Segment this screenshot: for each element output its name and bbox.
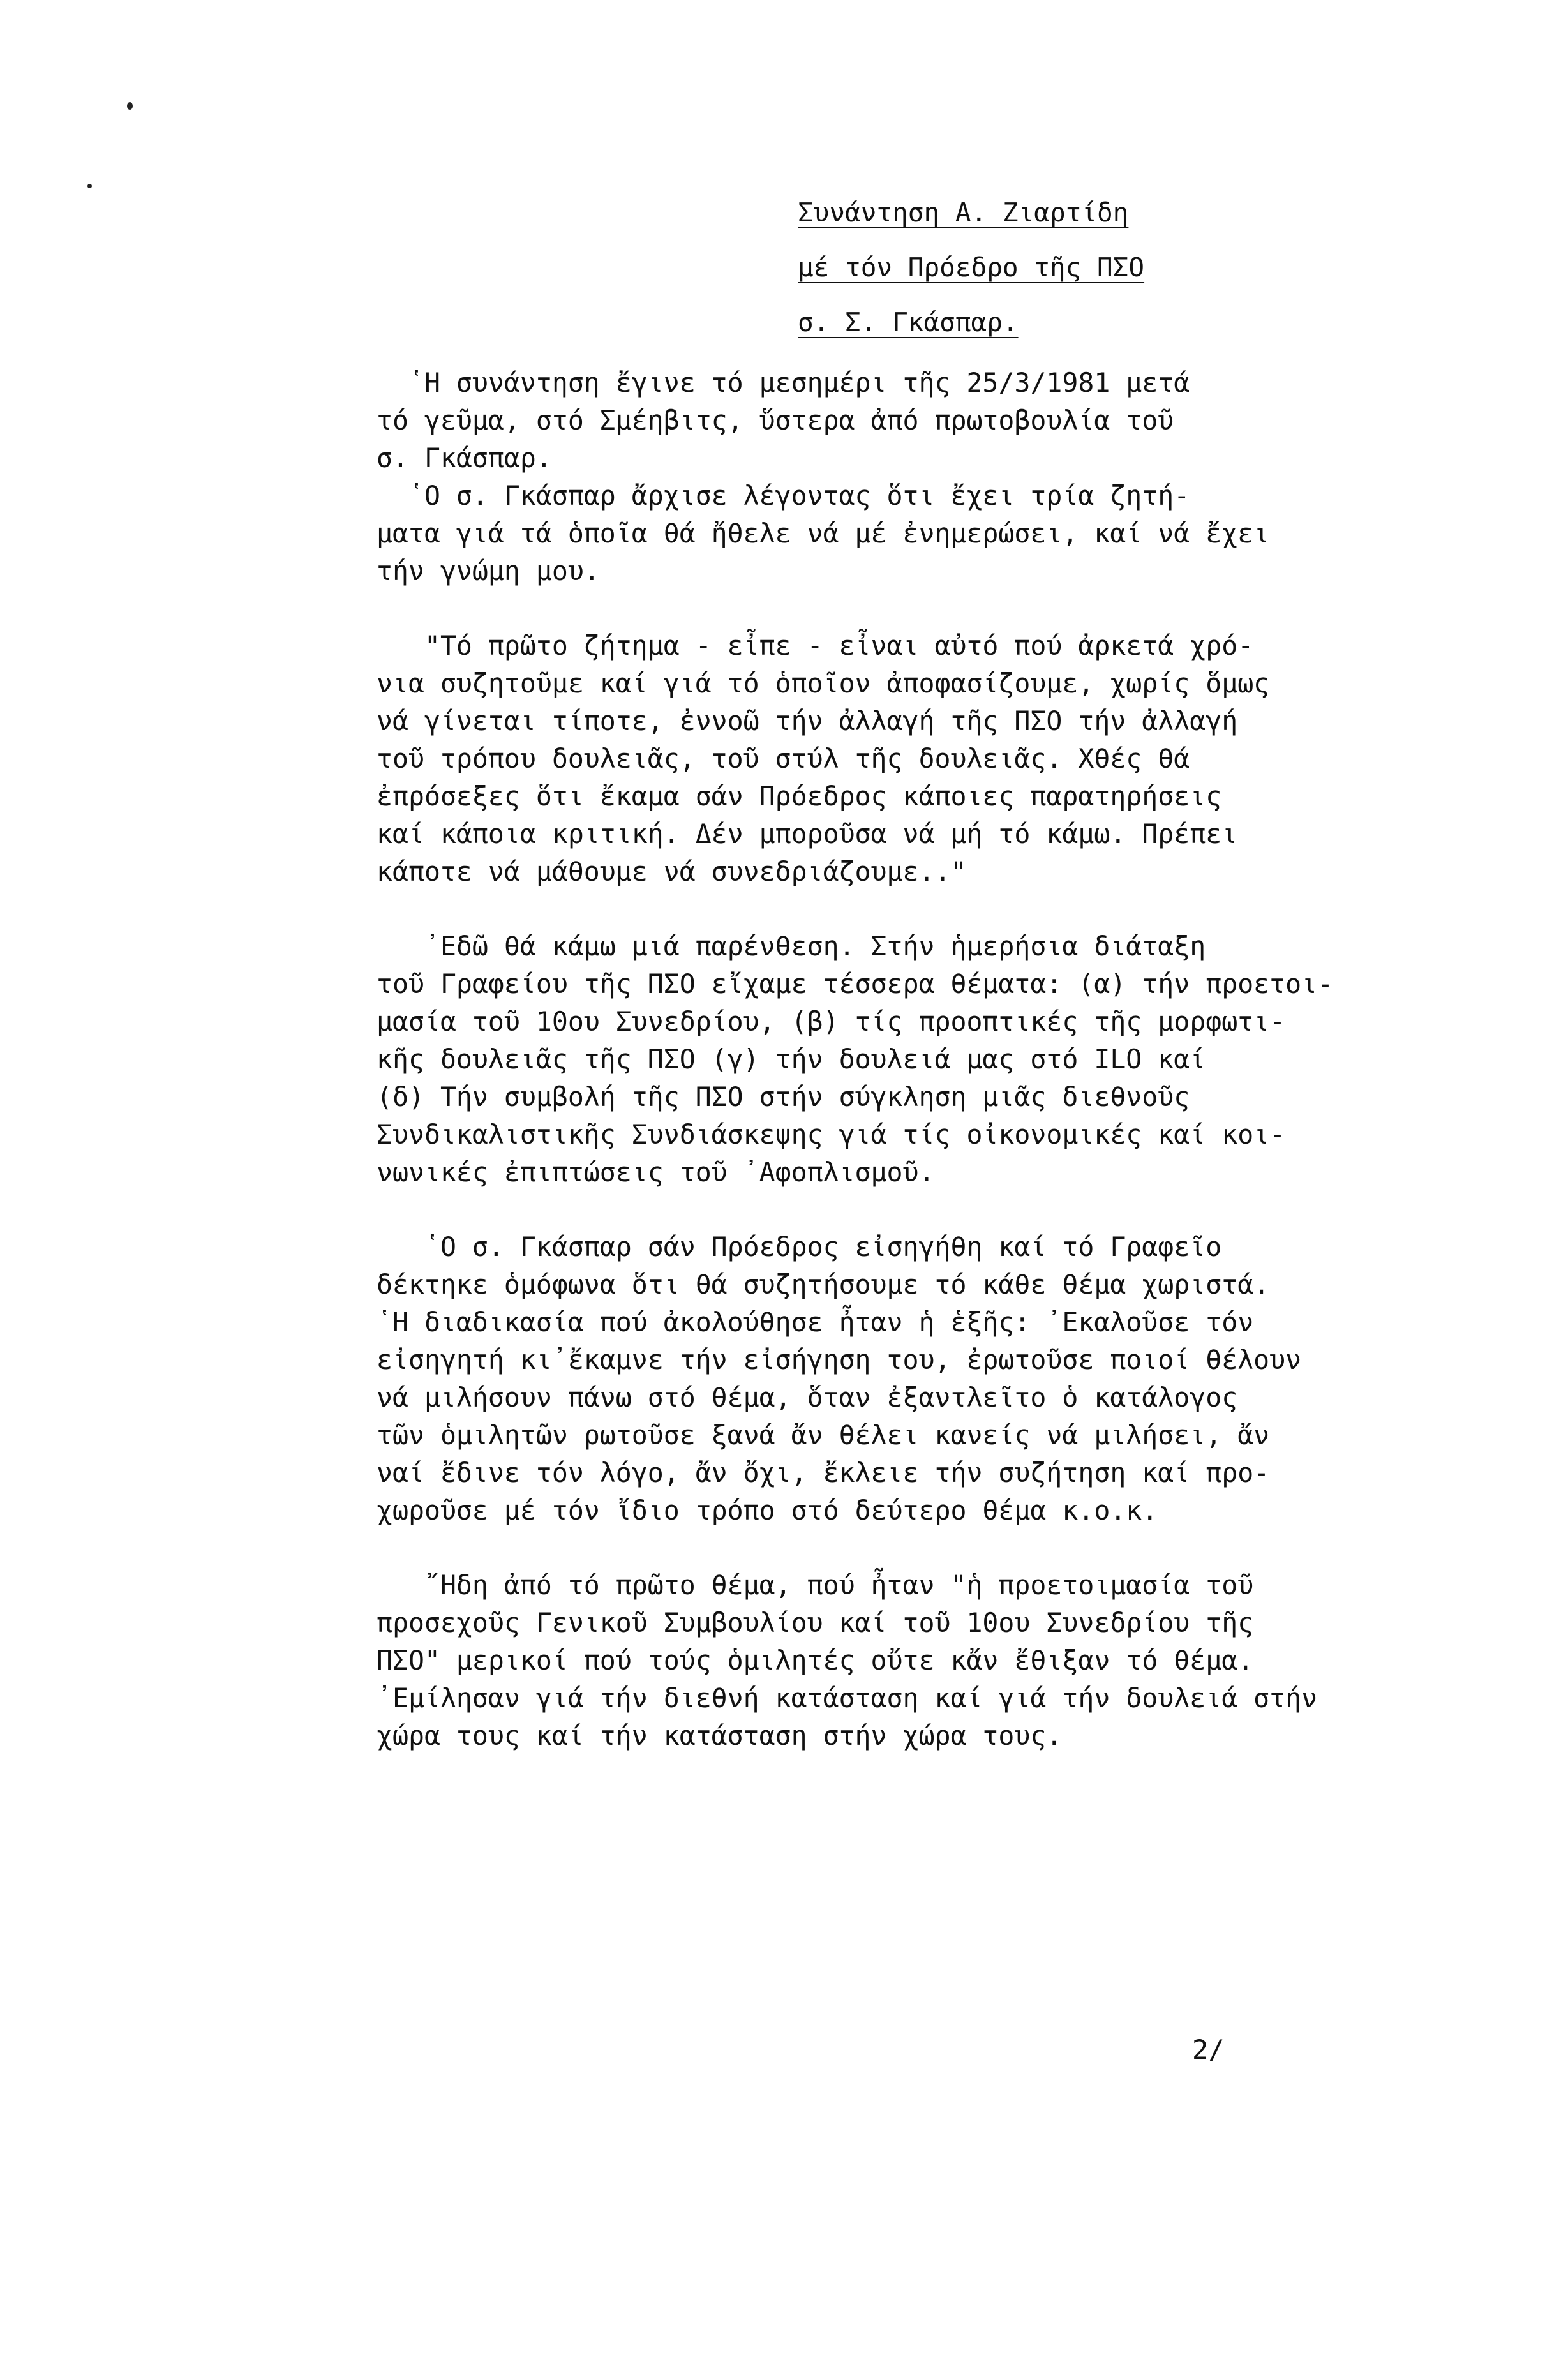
scan-speck — [87, 184, 92, 188]
paragraph — [377, 1566, 1500, 1754]
text-line: Συνδικαλιστικῆς Συνδιάσκεψης γιά τίς οἰκονομικές καί κοι- — [377, 1119, 1286, 1150]
paragraph — [377, 477, 1500, 590]
text-line: ματα γιά τά ὁποῖα θά ἤθελε νά μέ ἐνημερώσει, καί νά ἔχει — [377, 518, 1270, 549]
text-line: δέκτηκε ὁμόφωνα ὅτι θά συζητήσουμε τό κάθε θέμα χωριστά. — [377, 1269, 1270, 1300]
text-line: εἰσηγητή κι᾽ἔκαμνε τήν εἰσήγηση του, ἐρωτοῦσε ποιοί θέλουν — [377, 1344, 1302, 1375]
paragraph — [377, 1228, 1500, 1529]
paragraph — [377, 364, 1500, 477]
text-line: νά γίνεται τίποτε, ἐννοῶ τήν ἀλλαγή τῆς ΠΣΟ τήν ἀλλαγή — [377, 705, 1238, 736]
text-line: νια συζητοῦμε καί γιά τό ὁποῖον ἀποφασίζουμε, χωρίς ὅμως — [377, 668, 1270, 699]
paragraph — [377, 627, 1500, 890]
document-body — [377, 364, 1500, 1754]
text-line: τοῦ Γραφείου τῆς ΠΣΟ εἴχαμε τέσσερα θέματα: (α) τήν προετοι- — [377, 968, 1334, 999]
text-line: ναί ἔδινε τόν λόγο, ἄν ὄχι, ἔκλειε τήν συζήτηση καί προ- — [377, 1457, 1270, 1488]
text-line: ῾Η συνάντηση ἔγινε τό μεσημέρι τῆς 25/3/1981 μετά — [377, 367, 1190, 398]
text-line: προσεχοῦς Γενικοῦ Συμβουλίου καί τοῦ 10ου Συνεδρίου τῆς — [377, 1607, 1254, 1638]
document-title-block — [798, 185, 1283, 350]
title-line: μέ τόν Πρόεδρο τῆς ΠΣΟ — [798, 252, 1145, 283]
text-line: ἐπρόσεξες ὅτι ἔκαμα σάν Πρόεδρος κάποιες παρατηρήσεις — [377, 781, 1222, 812]
paragraph — [377, 927, 1500, 1191]
text-line: ῾Η διαδικασία πού ἀκολούθησε ἦταν ἡ ἑξῆς: ᾽Εκαλοῦσε τόν — [377, 1306, 1254, 1338]
page-number: 2/ — [1192, 2034, 1225, 2065]
text-line: ᾽Εμίλησαν γιά τήν διεθνή κατάσταση καί γιά τήν δουλειά στήν — [377, 1682, 1318, 1714]
paragraph-gap — [377, 590, 1500, 627]
text-line: "Τό πρῶτο ζήτημα - εἶπε - εἶναι αὐτό πού ἀρκετά χρό- — [377, 630, 1254, 661]
text-line: ᾽Εδῶ θά κάμω μιά παρένθεση. Στήν ἡμερήσια διάταξη — [377, 930, 1206, 962]
text-line: κῆς δουλειᾶς τῆς ΠΣΟ (γ) τήν δουλειά μας στό ILO καί — [377, 1043, 1206, 1075]
text-line: μασία τοῦ 10ου Συνεδρίου, (β) τίς προοπτικές τῆς μορφωτι- — [377, 1006, 1286, 1037]
text-line: ῾Ο σ. Γκάσπαρ σάν Πρόεδρος εἰσηγήθη καί τό Γραφεῖο — [377, 1231, 1222, 1262]
text-line: κάποτε νά μάθουμε νά συνεδριάζουμε.." — [377, 856, 967, 887]
paragraph-gap — [377, 1529, 1500, 1566]
text-line: τό γεῦμα, στό Σμέηβιτς, ὕστερα ἀπό πρωτοβουλία τοῦ — [377, 405, 1174, 436]
text-line: τήν γνώμη μου. — [377, 555, 600, 587]
text-line: καί κάποια κριτική. Δέν μποροῦσα νά μή τό κάμω. Πρέπει — [377, 818, 1238, 849]
text-line: νωνικές ἐπιπτώσεις τοῦ ᾽Αφοπλισμοῦ. — [377, 1156, 935, 1188]
text-line: χώρα τους καί τήν κατάσταση στήν χώρα τους. — [377, 1720, 1063, 1751]
text-line: ῎Ηδη ἀπό τό πρῶτο θέμα, πού ἦταν "ἡ προετοιμασία τοῦ — [377, 1569, 1254, 1601]
text-line: χωροῦσε μέ τόν ἴδιο τρόπο στό δεύτερο θέμα κ.ο.κ. — [377, 1495, 1158, 1526]
text-line: ΠΣΟ" μερικοί πού τούς ὁμιλητές οὔτε κἄν ἔθιξαν τό θέμα. — [377, 1645, 1254, 1676]
text-line: (δ) Τήν συμβολή τῆς ΠΣΟ στήν σύγκληση μιᾶς διεθνοῦς — [377, 1081, 1190, 1112]
paragraph-gap — [377, 890, 1500, 927]
title-line: σ. Σ. Γκάσπαρ. — [798, 307, 1019, 338]
text-line: τῶν ὁμιλητῶν ρωτοῦσε ξανά ἄν θέλει κανείς νά μιλήσει, ἄν — [377, 1419, 1270, 1451]
scan-speck — [127, 102, 133, 110]
title-line: Συνάντηση Α. Ζιαρτίδη — [798, 197, 1129, 228]
text-line: τοῦ τρόπου δουλειᾶς, τοῦ στύλ τῆς δουλειᾶς. Χθές θά — [377, 743, 1190, 774]
text-line: ῾Ο σ. Γκάσπαρ ἄρχισε λέγοντας ὅτι ἔχει τρία ζητή- — [377, 480, 1190, 511]
text-line: σ. Γκάσπαρ. — [377, 442, 552, 474]
paragraph-gap — [377, 1191, 1500, 1228]
text-line: νά μιλήσουν πάνω στό θέμα, ὅταν ἐξαντλεῖτο ὁ κατάλογος — [377, 1382, 1238, 1413]
